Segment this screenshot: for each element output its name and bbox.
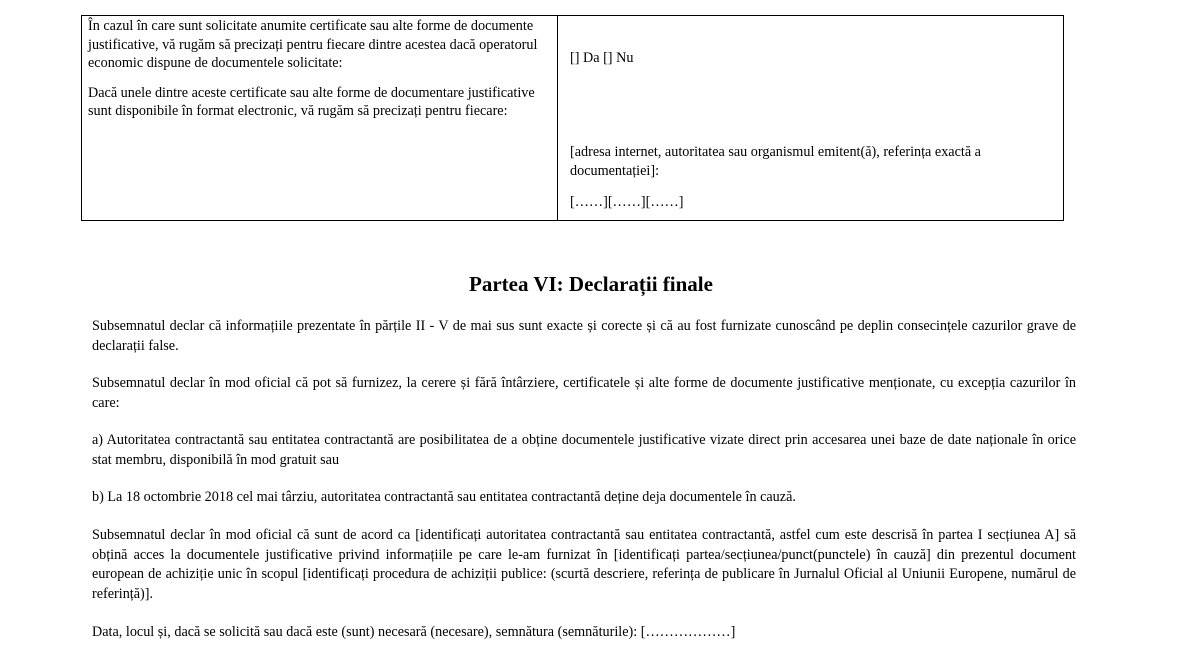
declaration-paragraph: Subsemnatul declar în mod oficial că pot să furnizez, la cerere și fără întârziere, certificatele și alte forme de documente justificative menționate, cu excepția cazurilor în care: — [92, 375, 1076, 411]
signature-line: Data, locul și, dacă se solicită sau dacă este (sunt) necesară (necesare), semnătura (semnăturile): [………………] — [92, 624, 736, 640]
declaration-paragraph: Subsemnatul declar că informațiile prezentate în părțile II - V de mai sus sunt exacte și corecte și că au fost furnizate cunoscând pe deplin consecințele cazurilor grave de declarații false. — [92, 318, 1076, 354]
table-answer-cell — [558, 16, 1063, 220]
certificates-question: În cazul în care sunt solicitate anumite certificate sau alte forme de documente justificative, vă rugăm să precizați pentru fiecare dintre acestea dacă operatorul economic dispune de documentele solicitate: — [88, 18, 538, 71]
exception-a-paragraph: a) Autoritatea contractantă sau entitatea contractantă are posibilitatea de a obține documentele justificative vizate direct prin accesarea unei baze de date naționale în orice stat membru, disponibilă în mod gratuit sau — [92, 432, 1076, 468]
address-prompt: [adresa internet, autoritatea sau organismul emitent(ă), referința exactă a documentației]: — [570, 144, 981, 179]
exception-b-paragraph: b) La 18 octombrie 2018 cel mai târziu, autoritatea contractantă sau entitatea contractantă deține deja documentele în cauză. — [92, 489, 796, 505]
yes-no-options: [] Da [] Nu — [570, 50, 634, 66]
answer-placeholder: [……][……][……] — [570, 194, 684, 210]
consent-paragraph: Subsemnatul declar în mod oficial că sunt de acord ca [identificați autoritatea contractantă sau entitatea contractantă, astfel cum este descrisă în partea I secțiunea A] să obțină acces la documentele justificative privind informațiile pe care le-am furnizat în [identificați partea/secțiunea/punct(punctele) în cauză] din prezentul document european de achiziție unic în scopul [identificați procedura de achiziții publice: (scurtă descriere, referința de publicare în Jurnalul Oficial al Uniunii Europene, numărul de referință)]. — [92, 527, 1076, 602]
certificates-table — [81, 15, 1064, 221]
electronic-format-question: Dacă unele dintre aceste certificate sau alte forme de documentare justificative sunt disponibile în format electronic, vă rugăm să precizați pentru fiecare: — [88, 84, 535, 119]
section-title: Partea VI: Declarații finale — [469, 272, 713, 296]
table-question-cell — [82, 16, 558, 220]
